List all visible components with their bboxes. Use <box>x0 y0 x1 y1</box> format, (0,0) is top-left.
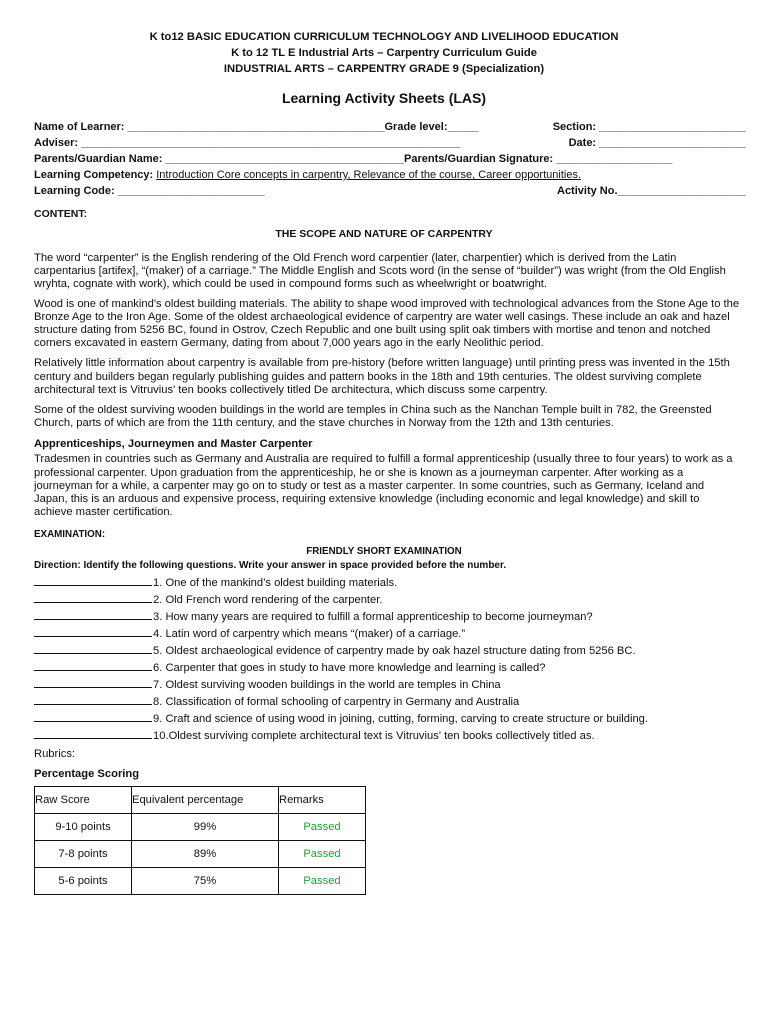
paragraph-buildings: Some of the oldest surviving wooden buildings in the world are temples in China such as the Nanchan Temple built in 782, the Greensted Church, parts of which are from the 11th century, and the stave churches in Norway from the 12th and 13th centuries. <box>34 404 712 430</box>
competency-value: Introduction Core concepts in carpentry, Relevance of the course, Career opportunities. <box>156 169 581 181</box>
raw-score-cell: 5-6 points <box>35 868 132 895</box>
table-row <box>35 814 366 841</box>
question-list <box>34 574 768 744</box>
content-title: THE SCOPE AND NATURE OF CARPENTRY <box>275 228 493 240</box>
question-item: 3. How many years are required to fulfill a formal apprenticeship to become journeyman? <box>34 608 768 625</box>
learner-info-form <box>34 119 746 199</box>
answer-blank[interactable] <box>34 574 152 586</box>
learning-code-label: Learning Code: <box>34 185 115 197</box>
grade-label: Grade level: <box>384 121 448 133</box>
activity-no-label: Activity No. <box>557 185 618 197</box>
question-item: 2. Old French word rendering of the carpenter. <box>34 591 768 608</box>
adviser-field[interactable]: ______________________________________________________________ <box>81 137 461 149</box>
date-field[interactable]: ________________________ <box>599 137 746 149</box>
raw-score-cell: 7-8 points <box>35 841 132 868</box>
percentage-scoring-table <box>34 786 366 895</box>
examination-title: FRIENDLY SHORT EXAMINATION <box>306 546 462 558</box>
answer-blank[interactable] <box>34 591 152 603</box>
parent-signature-label: Parents/Guardian Signature: <box>404 153 554 165</box>
parent-name-field[interactable]: _______________________________________ <box>165 153 405 165</box>
table-header-row <box>35 787 366 814</box>
remarks-cell: Passed <box>279 841 366 868</box>
raw-score-cell: 9-10 points <box>35 814 132 841</box>
paragraph-printing: Relatively little information about carpentry is available from pre-history (before written language) until printing press was invented in the 15th century and builders began regularly publishing guides and pattern books in the 18th and 19th centuries. The oldest surviving complete architectural text is Vitruvius' ten books collectively titled De architectura, which discuss some carpentry. <box>34 357 730 396</box>
question-item: 5. Oldest archaeological evidence of carpentry made by oak hazel structure dating from 5256 BC. <box>34 642 768 659</box>
name-field[interactable]: __________________________________________ <box>127 121 385 133</box>
table-row <box>35 868 366 895</box>
remarks-cell: Passed <box>279 868 366 895</box>
paragraph-history: Wood is one of mankind's oldest building materials. The ability to shape wood improved with technological advances from the Stone Age to the Bronze Age to the Iron Age. Some of the oldest archaeological evidence of carpentry are water well casings. These include an oak and hazel structure dating from 5256 BC, found in Ostrov, Czech Republic and one built using split oak timbers with mortise and tenon and notched corners excavated in eastern Germany, dating from about 7,000 years ago in the early Neolithic period. <box>34 297 740 350</box>
question-item: 7. Oldest surviving wooden buildings in the world are temples in China <box>34 676 768 693</box>
curriculum-header-line-1: K to12 BASIC EDUCATION CURRICULUM TECHNOLOGY AND LIVELIHOOD EDUCATION <box>149 31 619 43</box>
answer-blank[interactable] <box>34 642 152 654</box>
percentage-cell: 99% <box>132 814 279 841</box>
name-label: Name of Learner: <box>34 121 125 133</box>
learning-code-field[interactable]: ________________________ <box>117 185 265 197</box>
table-row <box>35 841 366 868</box>
question-item: 10.Oldest surviving complete architectural text is Vitruvius' ten books collectively titled as. <box>34 727 768 744</box>
section-label: Section: <box>552 121 597 133</box>
percentage-scoring-heading: Percentage Scoring <box>34 768 140 781</box>
column-header-remarks: Remarks <box>279 787 366 814</box>
parent-signature-field[interactable]: ___________________ <box>556 153 673 165</box>
form-row-competency <box>34 167 746 183</box>
answer-blank[interactable] <box>34 608 152 620</box>
percentage-cell: 89% <box>132 841 279 868</box>
percentage-cell: 75% <box>132 868 279 895</box>
answer-blank[interactable] <box>34 659 152 671</box>
form-row-code <box>34 183 746 199</box>
examination-direction: Direction: Identify the following questions. Write your answer in space provided before the number. <box>34 560 507 572</box>
examination-label: EXAMINATION: <box>34 529 106 541</box>
question-item: 8. Classification of formal schooling of carpentry in Germany and Australia <box>34 693 768 710</box>
paragraph-apprenticeship: Tradesmen in countries such as Germany and Australia are required to fulfill a formal apprenticeship (usually three to four years) to work as a professional carpenter. Upon graduation from the apprenticeship, he or she is known as a journeyman carpenter. After working as a journeyman for a while, a carpenter may go on to study or test as a master carpenter. In some countries, such as Germany, Iceland and Japan, this is an arduous and expensive process, requiring extensive knowledge (including economic and legal knowledge) and skill to achieve master certification. <box>34 453 733 519</box>
answer-blank[interactable] <box>34 693 152 705</box>
document-title: Learning Activity Sheets (LAS) <box>281 90 487 106</box>
curriculum-header-line-3: INDUSTRIAL ARTS – CARPENTRY GRADE 9 (Specialization) <box>223 63 545 75</box>
column-header-equivalent-percentage: Equivalent percentage <box>132 787 279 814</box>
rubrics-label: Rubrics: <box>34 748 76 761</box>
section-field[interactable]: ________________________ <box>599 121 746 133</box>
date-label: Date: <box>568 137 597 149</box>
question-item: 1. One of the mankind’s oldest building materials. <box>34 574 768 591</box>
grade-field[interactable]: _____ <box>447 121 479 133</box>
content-label: CONTENT: <box>34 208 88 220</box>
question-item: 6. Carpenter that goes in study to have more knowledge and learning is called? <box>34 659 768 676</box>
apprenticeship-heading: Apprenticeships, Journeymen and Master Carpenter <box>34 438 313 451</box>
answer-blank[interactable] <box>34 676 152 688</box>
paragraph-etymology: The word “carpenter” is the English rendering of the Old French word carpentier (later, charpentier) which is derived from the Latin carpentarius [artifex], “(maker) of a carriage.” The Middle English and Scots word (in the sense of “builder”) was wright (from the Old English wryhta, cognate with work), which could be used in compound forms such as wheelwright or boatwright. <box>34 252 726 291</box>
question-item: 9. Craft and science of using wood in joining, cutting, forming, carving to create structure or building. <box>34 710 768 727</box>
answer-blank[interactable] <box>34 710 152 722</box>
form-row-adviser <box>34 135 746 151</box>
form-row-name <box>34 119 746 135</box>
column-header-raw-score: Raw Score <box>35 787 132 814</box>
question-item: 4. Latin word of carpentry which means “(maker) of a carriage.” <box>34 625 768 642</box>
adviser-label: Adviser: <box>34 137 79 149</box>
remarks-cell: Passed <box>279 814 366 841</box>
activity-no-field[interactable]: _____________________ <box>617 185 746 197</box>
answer-blank[interactable] <box>34 625 152 637</box>
answer-blank[interactable] <box>34 727 152 739</box>
competency-label: Learning Competency: <box>34 169 154 181</box>
form-row-parent <box>34 151 746 167</box>
curriculum-header-line-2: K to 12 TL E Industrial Arts – Carpentry Curriculum Guide <box>231 47 537 59</box>
parent-name-label: Parents/Guardian Name: <box>34 153 163 165</box>
